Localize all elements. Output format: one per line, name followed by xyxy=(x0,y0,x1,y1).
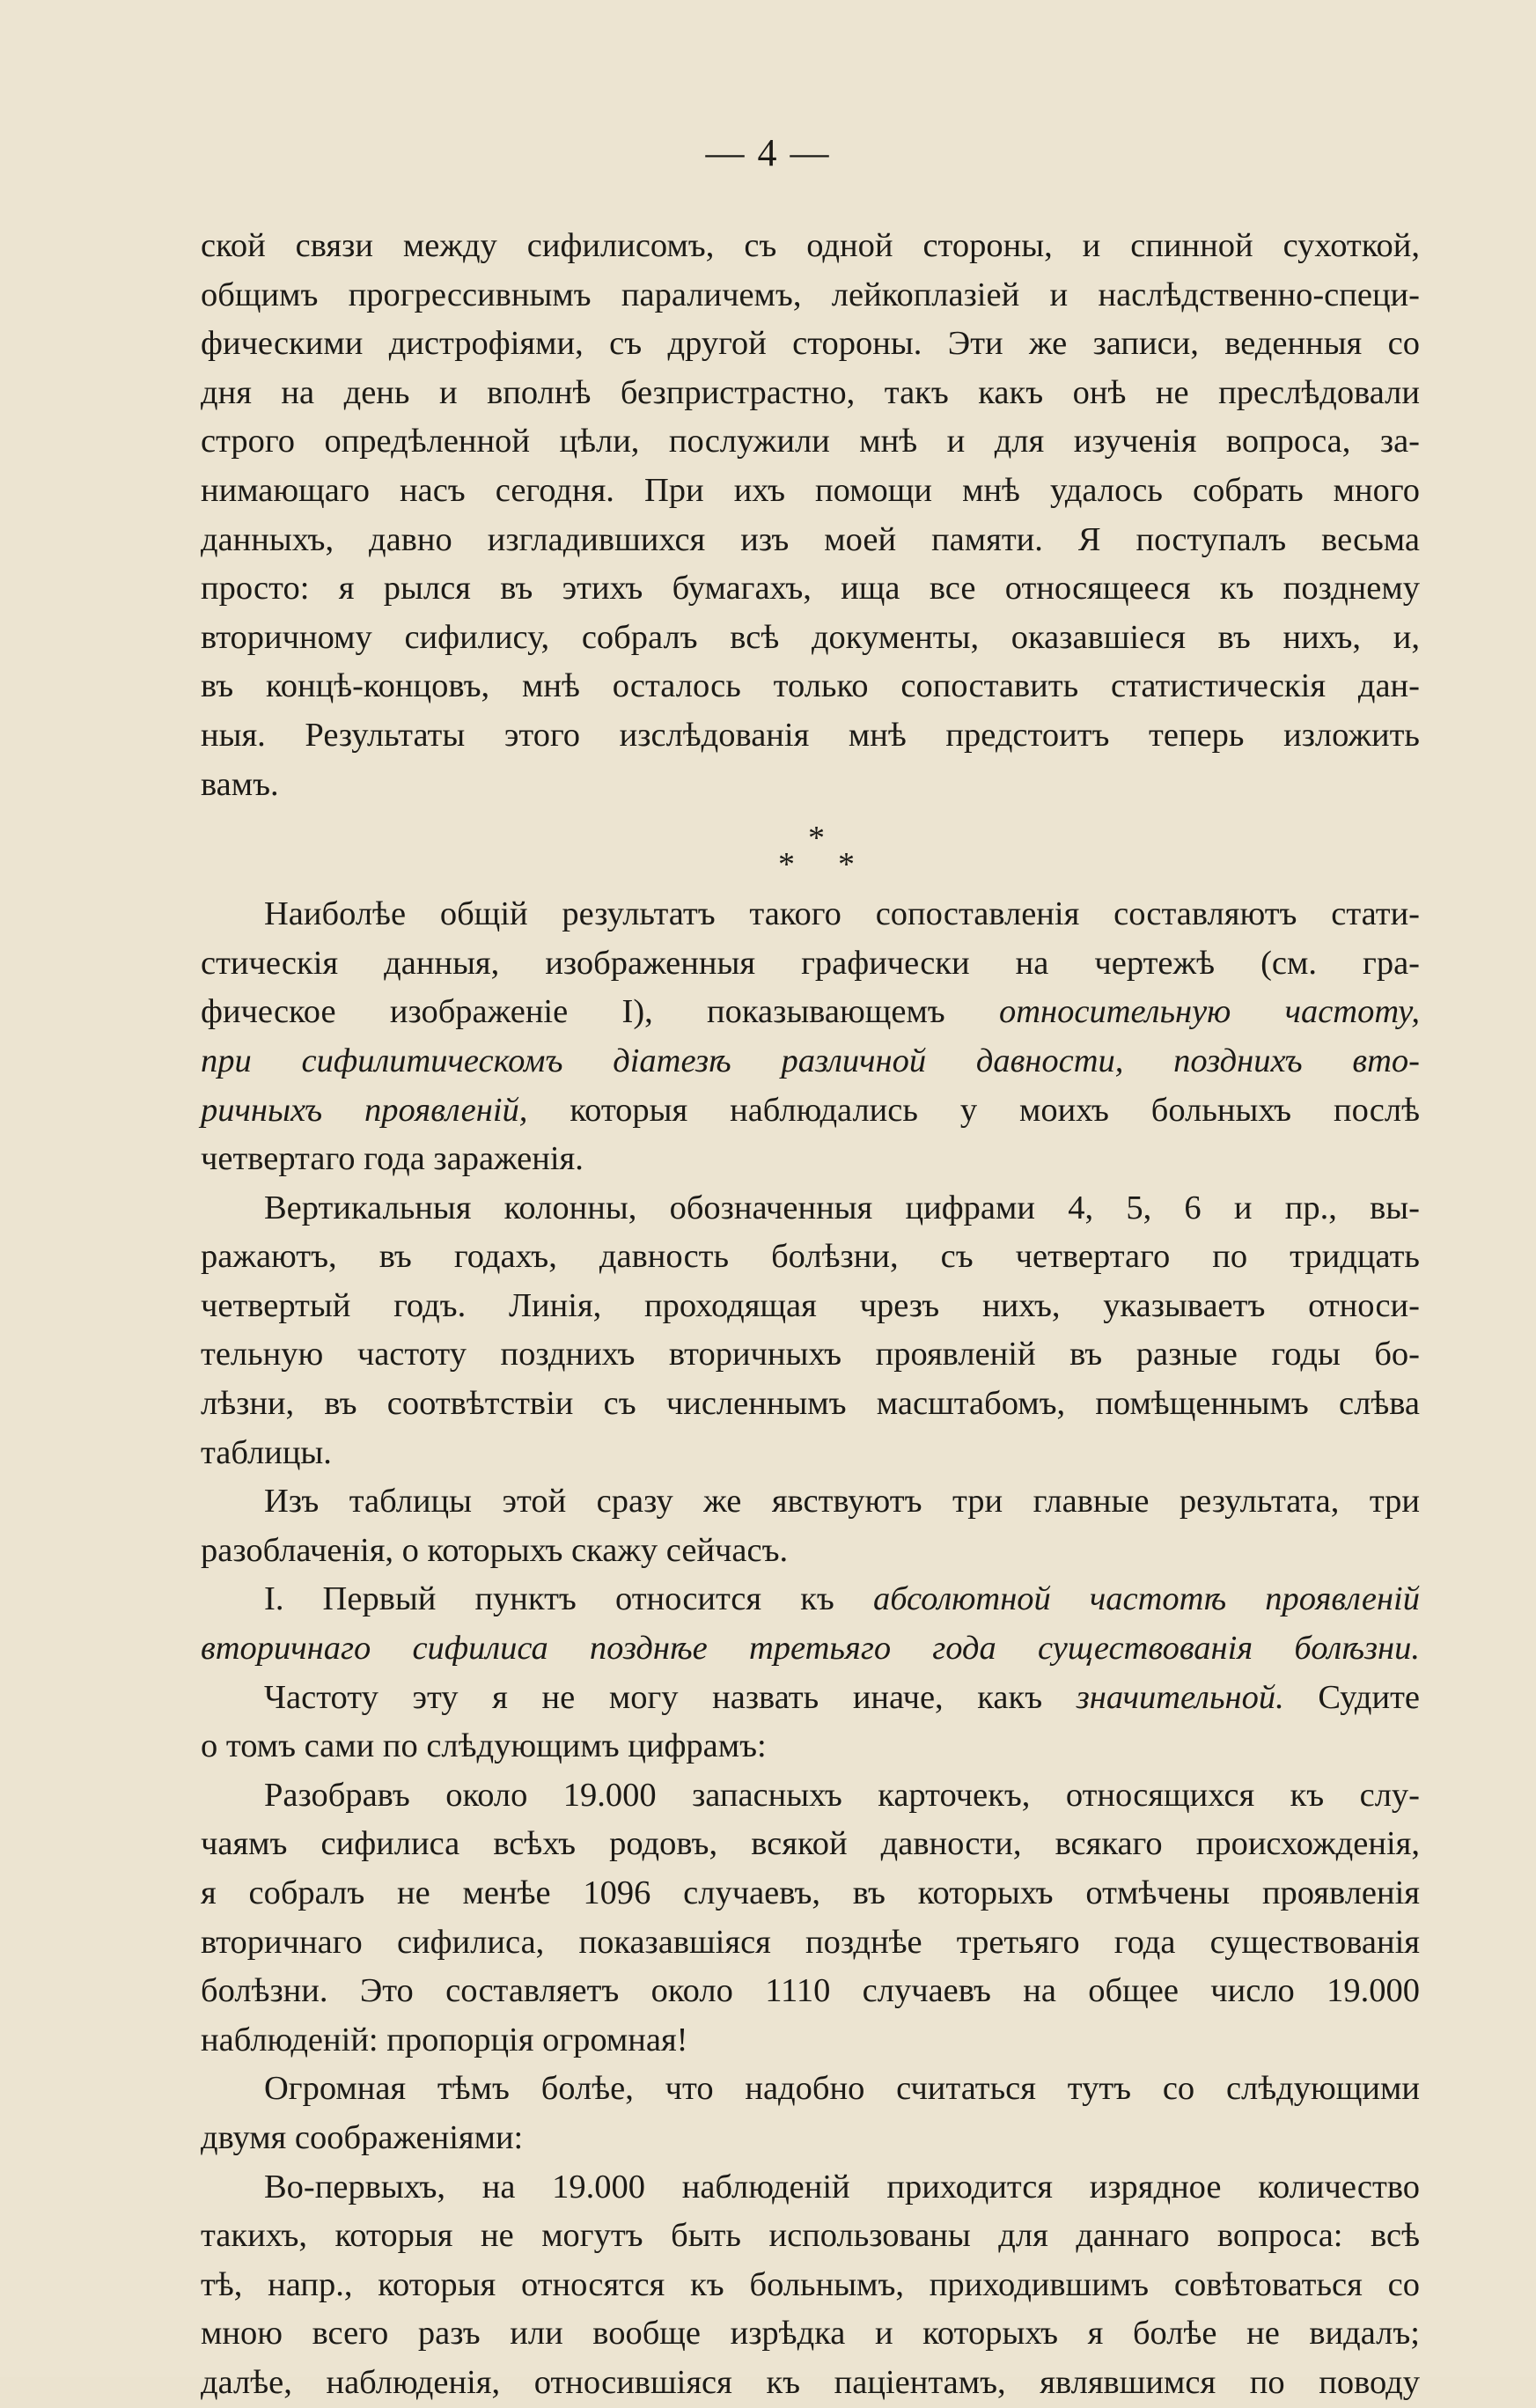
text-line: ской связи между сифилисомъ, съ одной стороны, и спинной сухоткой, xyxy=(201,227,1420,264)
body-text xyxy=(201,222,1420,2408)
text-run: Судите xyxy=(1283,1678,1421,1716)
text-line xyxy=(201,1575,1420,1624)
text-line: вторичнаго сифилиса, показавшіяся позднѣе третьяго года существованія xyxy=(201,1923,1420,1961)
text-line: просто: я рылся въ этихъ бумагахъ, ища все относящееся къ позднему xyxy=(201,570,1420,608)
text-line xyxy=(201,1086,1420,1136)
text-line: вамъ. xyxy=(201,765,279,803)
text-line: я собралъ не менѣе 1096 случаевъ, въ которыхъ отмѣчены проявленія xyxy=(201,1874,1420,1911)
text-line: четвертаго года зараженія. xyxy=(201,1140,584,1178)
text-line: тѣ, напр., которыя относятся къ больнымъ, приходившимъ совѣтоваться со xyxy=(201,2265,1420,2303)
text-line: въ концѣ-концовъ, мнѣ осталось только сопоставить статистическія дан- xyxy=(201,667,1420,705)
text-line: Разобравъ около 19.000 запасныхъ карточекъ, относящихся къ слу- xyxy=(264,1776,1420,1814)
asterisk-mark: * xyxy=(808,820,825,858)
text-run: Частоту эту я не могу назвать иначе, какъ xyxy=(264,1678,1077,1716)
emphasis-run: абсолютной частотѣ проявленій xyxy=(872,1580,1420,1618)
text-line: двумя соображеніями: xyxy=(201,2118,524,2156)
text-line: Изъ таблицы этой сразу же явствуютъ три главные результата, три xyxy=(264,1483,1420,1521)
section-separator xyxy=(201,809,1420,890)
text-line: мною всего разъ или вообще изрѣдка и которыхъ я болѣе не видалъ; xyxy=(201,2315,1420,2353)
emphasis-run: ричныхъ проявленій, xyxy=(201,1091,528,1129)
text-line: нимающаго насъ сегодня. При ихъ помощи мнѣ удалось собрать много xyxy=(201,471,1420,509)
text-line: болѣзни. Это составляетъ около 1110 случаевъ на общее число 19.000 xyxy=(201,1972,1420,2010)
text-line: дня на день и вполнѣ безпристрастно, такъ какъ онѣ не преслѣдовали xyxy=(201,373,1420,411)
text-run: фическое изображеніе I), показывающемъ xyxy=(201,993,999,1031)
text-line: четвертый годъ. Линія, проходящая чрезъ нихъ, указываетъ относи- xyxy=(201,1286,1420,1324)
text-line: Во-первыхъ, на 19.000 наблюденій приходится изрядное количество xyxy=(264,2168,1420,2205)
text-line: тельную частоту позднихъ вторичныхъ проявленій въ разные годы бо- xyxy=(201,1336,1420,1373)
text-run: I. Первый пунктъ относится къ xyxy=(264,1580,873,1618)
text-run: которыя наблюдались у моихъ больныхъ послѣ xyxy=(527,1091,1420,1129)
text-line: данныхъ, давно изгладившихся изъ моей памяти. Я поступалъ весьма xyxy=(201,520,1420,558)
text-line: ныя. Результаты этого изслѣдованія мнѣ предстоитъ теперь изложить xyxy=(201,716,1420,754)
text-line: ражаютъ, въ годахъ, давность болѣзни, съ четвертаго по тридцать xyxy=(201,1238,1420,1276)
text-line: вторичному сифилису, собралъ всѣ документы, оказавшіеся въ нихъ, и, xyxy=(201,618,1420,656)
text-line: фическими дистрофіями, съ другой стороны. Эти же записи, веденныя со xyxy=(201,325,1420,363)
text-line: чаямъ сифилиса всѣхъ родовъ, всякой давности, всякаго происхожденія, xyxy=(201,1825,1420,1863)
emphasis-line: вторичнаго сифилиса позднѣе третьяго года существованія болѣзни. xyxy=(201,1630,1420,1668)
text-line: лѣзни, въ соотвѣтствіи съ численнымъ масштабомъ, помѣщеннымъ слѣва xyxy=(201,1385,1420,1423)
text-line: о томъ сами по слѣдующимъ цифрамъ: xyxy=(201,1727,767,1765)
emphasis-run: значительной. xyxy=(1076,1678,1284,1716)
asterisk-mark: * xyxy=(778,846,795,884)
text-line: разоблаченія, о которыхъ скажу сейчасъ. xyxy=(201,1531,789,1569)
text-line: стическія данныя, изображенныя графически на чертежѣ (см. гра- xyxy=(201,944,1420,982)
text-line: наблюденій: пропорція огромная! xyxy=(201,2021,688,2058)
asterisk-mark: * xyxy=(838,846,855,884)
text-line xyxy=(201,988,1420,1037)
emphasis-run: относительную частоту, xyxy=(999,993,1420,1031)
text-line xyxy=(201,1674,1420,1723)
text-line: строго опредѣленной цѣли, послужили мнѣ и для изученія вопроса, за- xyxy=(201,423,1420,460)
text-line: Огромная тѣмъ болѣе, что надобно считаться тутъ со слѣдующими xyxy=(264,2070,1420,2108)
text-line: общимъ прогрессивнымъ параличемъ, лейкоплазіей и наслѣдственно-специ- xyxy=(201,276,1420,313)
text-line: такихъ, которыя не могутъ быть использованы для даннаго вопроса: всѣ xyxy=(201,2217,1420,2255)
text-line: таблицы. xyxy=(201,1433,332,1471)
text-line: Наиболѣе общій результатъ такого сопоставленія составляютъ стати- xyxy=(264,895,1420,933)
text-line: далѣе, наблюденія, относившіяся къ паціентамъ, являвшимся по поводу xyxy=(201,2363,1420,2401)
page-number: — 4 — xyxy=(705,131,831,174)
emphasis-line: при сифилитическомъ діатезѣ различной давности, позднихъ вто- xyxy=(201,1042,1420,1079)
text-line: Вертикальныя колонны, обозначенныя цифрами 4, 5, 6 и пр., вы- xyxy=(264,1189,1420,1226)
